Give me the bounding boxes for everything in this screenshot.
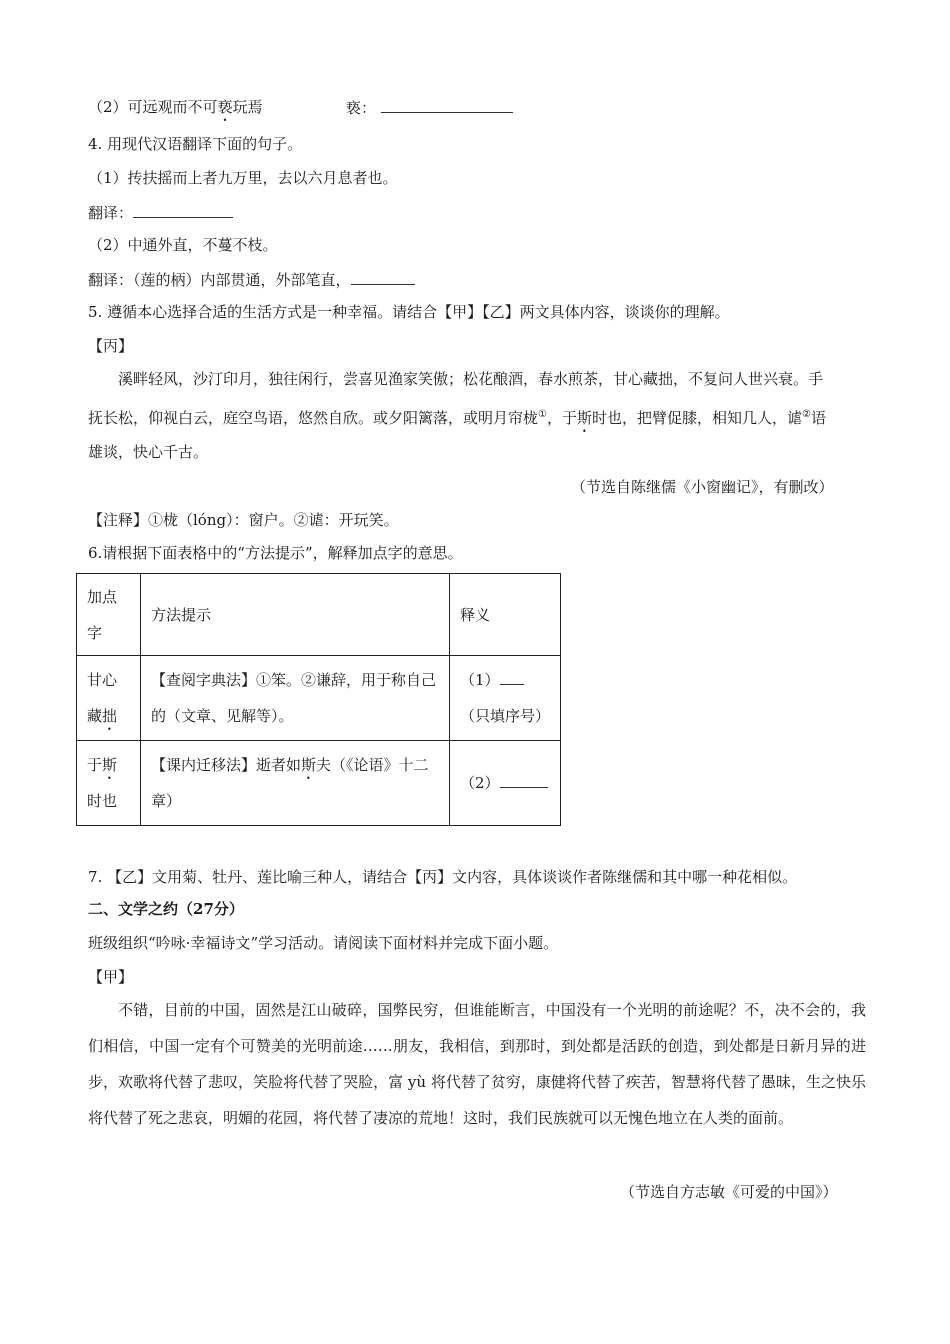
q3-item-2: （2）可远观而不可亵玩焉 <box>88 98 263 116</box>
row1-dotted-char: 拙 <box>102 707 118 725</box>
bing-line-3: 雄谈，快心千古。 <box>88 443 209 461</box>
row2-method: 【课内迁移法】逝者如斯夫（《论语》十二章） <box>141 741 450 826</box>
bing-line-2 <box>88 404 826 436</box>
jia-source: （节选自方志敏《可爱的中国》） <box>620 1183 838 1201</box>
bing-note: 【注释】①栊（lóng）：窗户。②谑：开玩笑。 <box>88 511 399 529</box>
q3-answer-blank[interactable] <box>381 96 513 113</box>
q3-sentence-pre: 可远观而不可 <box>127 98 218 116</box>
q6-title: 6.请根据下面表格中的“方法提示”，解释加点字的意思。 <box>88 544 463 562</box>
q3-answer-label: 亵： <box>346 99 377 117</box>
q4-translation-2-blank[interactable] <box>351 268 415 285</box>
q4-translation-1-blank[interactable] <box>133 201 233 218</box>
section-2-title: 二、文学之约（27分） <box>88 900 244 918</box>
q4-title: 4. 用现代汉语翻译下面的句子。 <box>88 135 303 153</box>
q7-title: 7. 【乙】文用菊、牡丹、莲比喻三种人，请结合【丙】文内容，具体谈谈作者陈继儒和其中哪一种花相似。 <box>88 868 798 886</box>
header-word: 加点字 <box>77 574 141 656</box>
q4-sentence-1: （1）抟扶摇而上者九万里，去以六月息者也。 <box>88 169 398 187</box>
row2-dotted-char: 斯 <box>102 756 118 774</box>
table-row <box>77 656 561 741</box>
row2-answer: （2） <box>450 741 561 826</box>
q5-title: 5. 遵循本心选择合适的生活方式是一种幸福。请结合【甲】【乙】两文具体内容，谈谈你的理解。 <box>88 303 730 321</box>
q3-dotted-char: 亵 <box>217 98 233 116</box>
q6-table <box>76 573 561 826</box>
row1-answer-blank[interactable] <box>500 668 524 685</box>
jia-passage: 不错，目前的中国，固然是江山破碎，国弊民穷，但谁能断言，中国没有一个光明的前途呢？不，决不会的，我们相信，中国一定有个可赞美的光明前途……朋友，我相信，到那时，到处都是活跃的创造，到处都是日新月异的进步，欢歌将代替了悲叹，笑脸将代替了哭脸，富 yù 将代替了贫穷，康健将代替了疾苦，智慧将代替了愚昧，生之快乐将代替了死之悲哀，明媚的花园，将代替了凄凉的荒地！这时，我们民族就可以无愧色地立在人类的面前。 <box>88 1001 866 1127</box>
bing-dotted-char: 斯 <box>577 409 593 427</box>
bing-footnote-1: ① <box>538 409 547 420</box>
table-row <box>77 741 561 826</box>
bing-line-1: 溪畔轻风，沙汀印月，独往闲行，尝喜见渔家笑傲；松花酿酒，春水煎茶，甘心藏拙，不复问人世兴衰。手 <box>118 370 824 388</box>
jia-heading: 【甲】 <box>88 968 134 986</box>
row2-word: 于斯时也 <box>77 741 141 826</box>
header-meaning: 释义 <box>450 574 561 656</box>
q3-answer <box>346 96 513 119</box>
q4-translation-2-prefix: 翻译：（莲的柄）内部贯通，外部笔直， <box>88 271 351 289</box>
q3-sentence-post: 玩焉 <box>232 98 263 116</box>
bing-line-2-c: 时也，把臂促膝，相知几人，谑 <box>592 409 803 427</box>
table-header-row <box>77 574 561 656</box>
bing-line-2-d: 语 <box>811 409 827 427</box>
q4-translation-1-label: 翻译： <box>88 204 134 222</box>
row2-method-dotted-char: 斯 <box>301 756 317 774</box>
header-method: 方法提示 <box>141 574 450 656</box>
section-2-intro: 班级组织“吟咏·幸福诗文”学习活动。请阅读下面材料并完成下面小题。 <box>88 934 559 952</box>
bing-footnote-2: ② <box>802 409 811 420</box>
q4-sentence-2: （2）中通外直，不蔓不枝。 <box>88 236 278 254</box>
bing-line-2-b: ，于 <box>546 409 577 427</box>
row1-answer: （1）（只填序号） <box>450 656 561 741</box>
q4-translation-1 <box>88 201 233 224</box>
q4-translation-2 <box>88 268 415 291</box>
row2-answer-blank[interactable] <box>500 771 548 788</box>
row1-method: 【查阅字典法】①笨。②谦辞，用于称自己的（文章、见解等）。 <box>141 656 450 741</box>
bing-source: （节选自陈继儒《小窗幽记》，有删改） <box>571 478 834 496</box>
bing-heading: 【丙】 <box>88 337 134 355</box>
row1-word: 甘心藏拙 <box>77 656 141 741</box>
bing-line-2-a: 抚长松，仰视白云，庭空鸟语，悠然自欣。或夕阳篱落，或明月帘栊 <box>88 409 539 427</box>
